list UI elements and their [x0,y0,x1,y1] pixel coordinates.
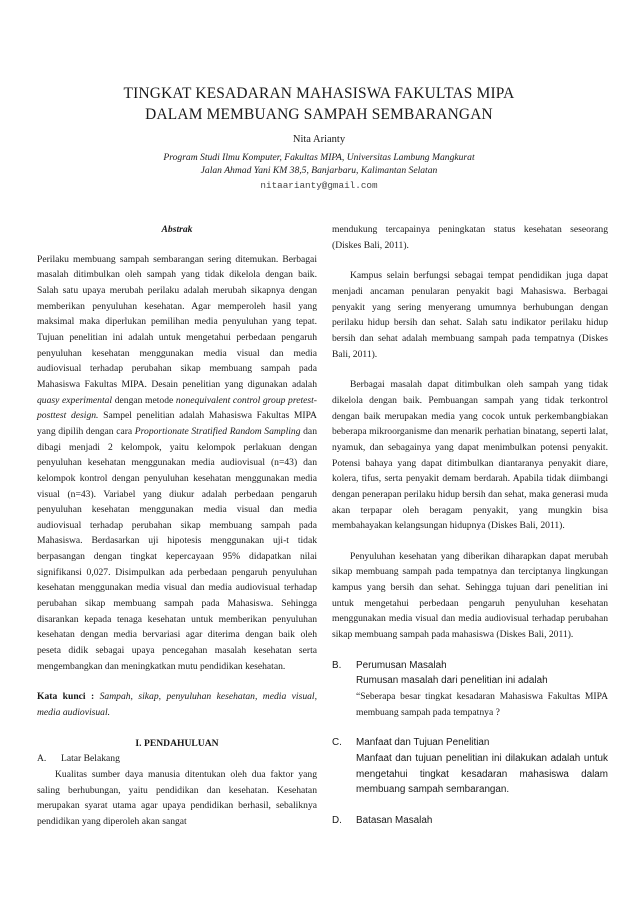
subsection-d-heading: D. Batasan Masalah [332,815,433,826]
author-name: Nita Arianty [292,134,346,145]
subsection-b-text: Rumusan masalah dari penelitian ini adalah [356,675,548,687]
intro-paragraph-4: Penyuluhan kesehatan yang diberikan diharapkan dapat merubah sikap membuang sampah pada tempatnya dan terciptanya lingkungan kampus yang bersih dan sehat. Sehingga tujuan dari penelitian ini untuk mengetahui perbedaan pengaruh penyuluhan kesehatan menggunakan media visual dan media audiovisual terhadap perubahan sikap membuang sampah pada mahasiswa (Diskes Bali, 2011). [332,550,608,641]
intro-paragraph-2: Kampus selain berfungsi sebagai tempat pendidikan juga dapat menjadi ancaman penularan penyakit bagi Mahasiswa. Berbagai penyakit yang sering menyerang umumnya berhubungan dengan perilaku hidup bersih dan sehat. Salah satu indikator perilaku hidup bersih dan sehat adalah membuang sampah pada tempatnya (Diskes Bali, 2011). [332,270,608,360]
right-column [332,222,608,829]
abstract-body: Perilaku membuang sampah sembarangan sering ditemukan. Berbagai masalah ditimbulkan oleh sampah yang tidak dikelola dengan baik. Salah satu upaya merubah perilaku adalah merubah sikapnya dengan memberikan penyuluhan kesehatan. Agar memperoleh hasil yang maksimal maka diperlukan pemilihan media penyuluhan yang tepat. Tujuan penelitian ini adalah untuk mengetahui perbedaan pengaruh penyuluhan kesehatan menggunakan media visual dan media audiovisual terhadap perubahan sikap membuang sampah pada Mahasiswa Fakultas MIPA. Desain penelitian yang digunakan adalah quasy experimental dengan metode nonequivalent control group pretest-posttest design. Sampel penelitian adalah Mahasiswa Fakultas MIPA yang dipilih dengan cara Proportionate Stratified Random Sampling dan dibagi menjadi 2 kelompok, yaitu kelompok perlakuan dengan penyuluhan kesehatan menggunakan media audiovisual (n=43) dan kelompok kontrol dengan penyuluhan kesehatan menggunakan media visual (n=43). Variabel yang diukur adalah perbedaan pengaruh penyuluhan kesehatan menggunakan media visual dan media audiovisual terhadap perubahan sikap membuang sampah pada Mahasiswa. Berdasarkan uji hipotesis menggunakan uji-t tidak berpasangan dengan tingkat kepercayaan 95% didapatkan nilai signifikansi 0,027. Disimpulkan ada perbedaan pengaruh penyuluhan kesehatan menggunakan media visual dan media audiovisual terhadap perubahan sikap membuang sampah pada Mahasiswa. Sehingga disarankan kepada tenaga kesehatan untuk memberikan penyuluhan kesehatan dengan media bervariasi agar diterima dengan baik oleh peseta didik sebagai upaya pencegahan masalah kesehatan serta mengembangkan dan meningkatkan mutu pendidikan kesehatan. [37,253,317,672]
subsection-b-heading: B. Perumusan Masalah [332,659,447,671]
intro-paragraph-1: Kualitas sumber daya manusia ditentukan oleh dua faktor yang saling berhubungan, yaitu pendidikan dan kesehatan. Kesehatan merupakan syarat utama agar upaya pendidikan berhasil, sebaliknya pendidikan yang diperoleh akan sangat [37,769,317,827]
section-heading-pendahuluan: I. PENDAHULUAN [135,737,219,749]
left-column [37,222,317,830]
title-line-2: DALAM MEMBUANG SAMPAH SEMBARANGAN [145,106,493,123]
title-line-1: TINGKAT KESADARAN MAHASISWA FAKULTAS MIPA [123,85,515,102]
subsection-a-heading: A. Latar Belakang [37,753,120,765]
keywords: Kata kunci : Sampah, sikap, penyuluhan kesehatan, media visual, media audiovisual. [37,691,317,719]
affiliation [0,152,638,177]
affiliation-line-2: Jalan Ahmad Yani KM 38,5, Banjarbaru, Kalimantan Selatan [200,164,438,176]
subsection-c-heading: C. Manfaat dan Tujuan Penelitian [332,737,490,749]
intro-paragraph-3: Berbagai masalah dapat ditimbulkan oleh sampah yang tidak dikelola dengan baik. Pembuangan sampah yang tidak terkontrol dengan baik merupakan media yang cocok untuk perkembangbiakan beberapa mikroorganisme dan menarik perhatian binatang, seperti lalat, nyamuk, dan sebagainya yang dapat menimbulkan potensi penyakit. Potensi bahaya yang dapat ditimbulkan diantaranya penyakit diare, kolera, tifus, serta penyakit demam berdarah. Apabila tidak diimbangi dengan penerapan perilaku hidup bersih dan sehat, maka generasi muda akan terpapar oleh beragam penyakit, yang mungkin bisa membahayakan kelangsungan hidupnya (Diskes Bali, 2011). [332,379,608,532]
abstract-heading: Abstrak [161,224,193,235]
author-email: nitaarianty@gmail.com [260,180,378,191]
subsection-c-text: Manfaat dan tujuan penelitian ini dilakukan adalah untuk mengetahui tingkat kesadaran mahasiswa dalam membuang sampah sembarangan. [356,753,608,796]
subsection-b-quote: “Seberapa besar tingkat kesadaran Mahasiswa Fakultas MIPA membuang sampah pada tempatnya ? [356,691,608,718]
affiliation-line-1: Program Studi Ilmu Komputer, Fakultas MIPA, Universitas Lambung Mangkurat [163,152,475,163]
intro-paragraph-1-continued: mendukung tercapainya peningkatan status kesehatan seseorang (Diskes Bali, 2011). [332,224,608,251]
paper-title [0,83,638,125]
